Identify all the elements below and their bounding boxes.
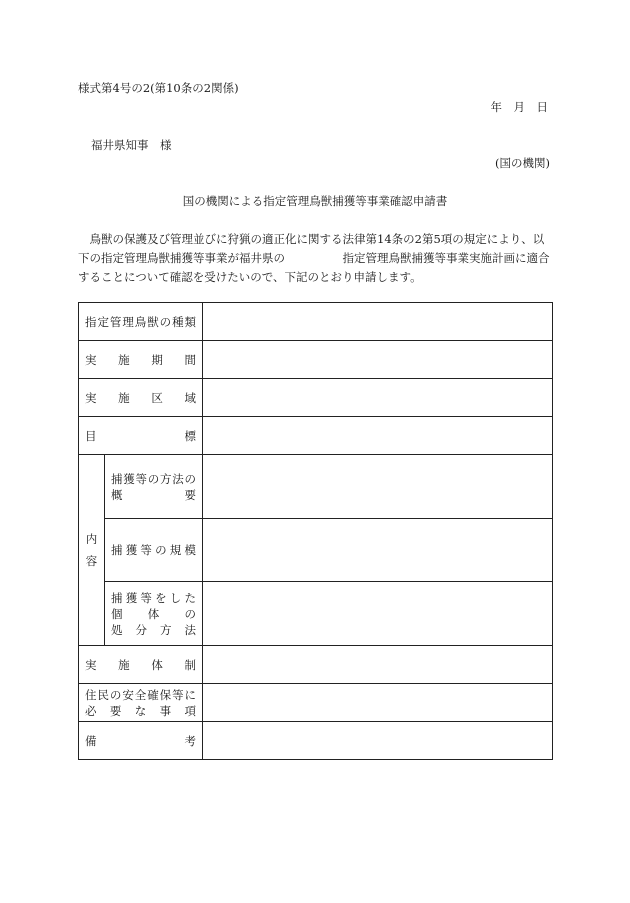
label-char: 管	[109, 314, 122, 329]
label-char: 方	[160, 471, 172, 486]
label-char: 目	[85, 428, 97, 443]
label-char: 施	[118, 390, 130, 405]
label-char: 標	[184, 428, 196, 443]
label-char: 類	[184, 314, 196, 329]
body-text	[78, 230, 550, 287]
label-char: 備	[85, 733, 97, 748]
label-char: 実	[85, 390, 97, 405]
label-char: 法	[172, 471, 184, 486]
table-row	[79, 341, 553, 379]
method-value[interactable]	[203, 455, 553, 519]
safety-value[interactable]	[203, 684, 553, 722]
label-char: 等	[135, 471, 147, 486]
label-char: 獣	[147, 314, 159, 329]
label-char: 分	[135, 622, 147, 637]
target-value[interactable]	[203, 417, 553, 455]
species-label	[79, 303, 203, 341]
system-value[interactable]	[203, 646, 553, 684]
scale-label	[105, 519, 203, 582]
label-char: 捕	[111, 590, 123, 605]
label-char: の	[184, 606, 196, 621]
label-char: し	[169, 590, 182, 605]
contents-label	[79, 455, 105, 646]
body-line-2: 下の指定管理鳥獣捕獲等事業が福井県の 指定管理鳥獣捕獲等事業実施計画に適合	[78, 251, 550, 265]
label-char: 等	[172, 687, 184, 702]
label-char: 定	[97, 314, 109, 329]
label-char: 項	[184, 703, 196, 718]
document-title: 国の機関による指定管理鳥獣捕獲等事業確認申請書	[182, 194, 448, 208]
label-char: 獲	[125, 590, 138, 605]
scale-value[interactable]	[203, 519, 553, 582]
label-char: 体	[151, 657, 163, 672]
label-char: の	[155, 543, 167, 557]
label-char: 考	[184, 733, 196, 748]
label-char: 必	[85, 703, 97, 718]
label-char: 制	[184, 657, 196, 672]
date-line: 年 月 日	[490, 100, 548, 114]
table-row	[79, 303, 553, 341]
label-char: 内	[85, 532, 98, 546]
table-row	[79, 646, 553, 684]
applicant-label: (国の機関)	[495, 156, 550, 170]
label-char: 容	[85, 554, 98, 568]
period-value[interactable]	[203, 341, 553, 379]
label-char: 概	[111, 487, 123, 502]
body-line-3: することについて確認を受けたいので、下記のとおり申請します。	[78, 270, 422, 284]
label-char: 個	[111, 606, 123, 621]
label-char: 要	[109, 703, 122, 718]
label-char: 理	[122, 314, 134, 329]
label-char: 捕	[111, 543, 123, 557]
label-char: 獲	[123, 471, 135, 486]
label-char: 獲	[125, 543, 138, 557]
label-char: を	[155, 590, 167, 605]
remarks-value[interactable]	[203, 722, 553, 760]
label-char: 処	[111, 622, 123, 637]
table-row	[79, 519, 553, 582]
label-char: 規	[169, 543, 182, 557]
label-char: 模	[184, 543, 196, 557]
label-char: 実	[85, 352, 97, 367]
label-char: 等	[140, 590, 152, 605]
table-row	[79, 684, 553, 722]
table-row	[79, 722, 553, 760]
label-char: 全	[134, 687, 147, 702]
label-char: の	[147, 471, 160, 486]
label-char: 施	[118, 352, 130, 367]
label-char: 域	[184, 390, 196, 405]
label-char: 鳥	[134, 314, 147, 329]
application-form-table	[78, 302, 553, 760]
area-label	[79, 379, 203, 417]
label-char: 指	[85, 314, 97, 329]
body-line-1: 鳥獣の保護及び管理並びに狩猟の適正化に関する法律第14条の2第5項の規定により、以	[78, 232, 545, 246]
area-value[interactable]	[203, 379, 553, 417]
label-char: 期	[151, 352, 163, 367]
label-char: 捕	[111, 471, 123, 486]
safety-label	[79, 684, 203, 722]
label-char: 住	[85, 687, 97, 702]
label-char: 実	[85, 657, 97, 672]
addressee: 福井県知事 様	[91, 138, 172, 152]
table-row	[79, 455, 553, 519]
label-char: 民	[97, 687, 109, 702]
label-char: 区	[151, 390, 163, 405]
label-char: 事	[159, 703, 172, 718]
target-label	[79, 417, 203, 455]
system-label	[79, 646, 203, 684]
table-row	[79, 582, 553, 646]
label-char: た	[184, 590, 196, 605]
table-row	[79, 379, 553, 417]
label-char: の	[159, 314, 172, 329]
period-label	[79, 341, 203, 379]
label-char: 種	[172, 314, 184, 329]
label-char: 間	[184, 352, 196, 367]
label-char: 等	[140, 543, 152, 557]
disposal-value[interactable]	[203, 582, 553, 646]
label-char: な	[134, 703, 147, 718]
remarks-label	[79, 722, 203, 760]
label-char: 法	[184, 622, 196, 637]
label-char: の	[109, 687, 122, 702]
table-row	[79, 417, 553, 455]
label-char: 要	[184, 487, 196, 502]
label-char: の	[184, 471, 196, 486]
disposal-label	[105, 582, 203, 646]
method-label	[105, 455, 203, 519]
label-char: 保	[159, 687, 172, 702]
label-char: 体	[147, 606, 160, 621]
label-char: 確	[147, 687, 159, 702]
species-value[interactable]	[203, 303, 553, 341]
label-char: 方	[160, 622, 172, 637]
form-number: 様式第4号の2(第10条の2関係)	[78, 81, 239, 95]
label-char: に	[184, 687, 196, 702]
label-char: 安	[122, 687, 134, 702]
label-char: 施	[118, 657, 130, 672]
